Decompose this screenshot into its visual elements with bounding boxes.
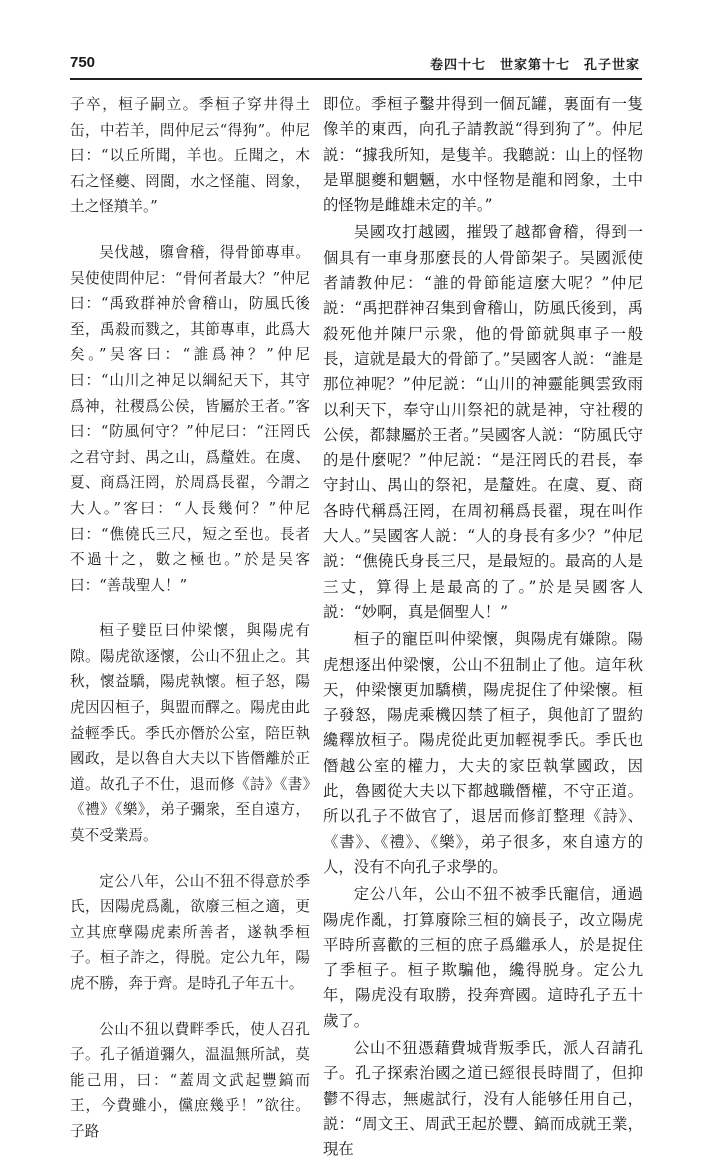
classical-paragraph: 桓子嬖臣曰仲梁懷，與陽虎有隙。陽虎欲逐懷，公山不狃止之。其秋，懷益驕，陽虎執懷。桓子怒，陽虎因囚桓子，與盟而醳之。陽虎由此益輕季氏。季氏亦僭於公室，陪臣執國政，是以魯自大夫以下皆僭離於正道。故孔子不仕，退而修《詩》《書》《禮》《樂》，弟子彌衆，至自遠方，莫不受業焉。 [70,622,310,845]
running-title: 卷四十七 世家第十七 孔子世家 [429,58,640,73]
classical-paragraph: 吴伐越，隳會稽，得骨節專車。吴使使問仲尼：“骨何者最大？”仲尼曰：“禹致群神於會稽山，防風氏後至，禹殺而戮之，其節專車，此爲大矣。”吴客曰：“誰爲神？”仲尼曰：“山川之神足以綱紀天下，其守爲神，社稷爲公侯，皆屬於王者。”客曰：“防風何守？”仲尼曰：“汪罔氏之君守封、禺之山，爲釐姓。在虞、夏、商爲汪罔，於周爲長翟，今謂之大人。”客曰：“人長幾何？”仲尼曰：“僬僥氏三尺，短之至也。長者不過十之，數之極也。”於是吴客曰：“善哉聖人！” [70,243,310,594]
classical-paragraph: 公山不狃以費畔季氏，使人召孔子。孔子循道彌久，温温無所試，莫能己用，曰：“蓋周文武起豐鎬而王，今費雖小，儻庶幾乎！”欲往。子路 [70,1020,310,1140]
modern-translation-column [323,92,643,1159]
header-rule [70,78,642,80]
translation-paragraph: 桓子的寵臣叫仲梁懷，與陽虎有嫌隙。陽虎想逐出仲梁懷，公山不狃制止了他。這年秋天，仲梁懷更加驕横，陽虎捉住了仲梁懷。桓子發怒，陽虎乘機囚禁了桓子，與他訂了盟約纔釋放桓子。陽虎從此更加輕視季氏。季氏也僭越公室的權力，大夫的家臣執掌國政，因此，魯國從大夫以下都越職僭權，不守正道。所以孔子不做官了，退居而修訂整理《詩》、《書》、《禮》、《樂》，弟子很多，來自遠方的人，没有不向孔子求學的。 [323,630,643,876]
translation-paragraph: 即位。季桓子鑿井得到一個瓦罐，裏面有一隻像羊的東西，向孔子請教説“得到狗了”。仲尼説：“據我所知，是隻羊。我聽説：山上的怪物是單腿夔和魍魎，水中怪物是龍和罔象，土中的怪物是雌雄未定的羊。” [323,95,643,215]
page-number: 750 [70,54,96,71]
translation-paragraph: 定公八年，公山不狃不被季氏寵信，通過陽虎作亂，打算廢除三桓的嫡長子，改立陽虎平時所喜歡的三桓的庶子爲繼承人，於是捉住了季桓子。桓子欺騙他，纔得脱身。定公九年，陽虎没有取勝，投奔齊國。這時孔子五十歲了。 [323,885,643,1030]
page-header [70,48,640,78]
translation-paragraph: 公山不狃憑藉費城背叛季氏，派人召請孔子。孔子探索治國之道已經很長時間了，但抑鬱不得志，無處試行，没有人能够任用自己，説：“周文王、周武王起於豐、鎬而成就王業，現在 [323,1038,643,1159]
translation-paragraph: 吴國攻打越國，摧毁了越都會稽，得到一個具有一車身那麼長的人骨節架子。吴國派使者請教仲尼：“誰的骨節能這麼大呢？”仲尼説：“禹把群神召集到會稽山，防風氏後到，禹殺死他并陳尸示衆，他的骨節就與車子一般長，這就是最大的骨節了。”吴國客人説：“誰是那位神呢？”仲尼説：“山川的神靈能興雲致雨以利天下，奉守山川祭祀的就是神，守社稷的公侯，都隸屬於王者。”吴國客人説：“防風氏守的是什麼呢？”仲尼説：“是汪罔氏的君長，奉守封山、禺山的祭祀，是釐姓。在虞、夏、商各時代稱爲汪罔，在周初稱爲長翟，現在叫作大人。”吴國客人説：“人的身長有多少？”仲尼説：“僬僥氏身長三尺，是最短的。最高的人是三丈，算得上是最高的了。”於是吴國客人説：“妙啊，真是個聖人！” [323,223,643,621]
classical-paragraph: 子卒，桓子嗣立。季桓子穿井得土缶，中若羊，問仲尼云“得狗”。仲尼曰：“以丘所聞，羊也。丘聞之，木石之怪夔、罔閬，水之怪龍、罔象，土之怪羵羊。” [70,96,310,216]
classical-paragraph: 定公八年，公山不狃不得意於季氏，因陽虎爲亂，欲廢三桓之適，更立其庶孽陽虎素所善者，遂執季桓子。桓子詐之，得脱。定公九年，陽虎不勝，奔于齊。是時孔子年五十。 [70,872,310,992]
classical-text-column [70,92,310,1140]
